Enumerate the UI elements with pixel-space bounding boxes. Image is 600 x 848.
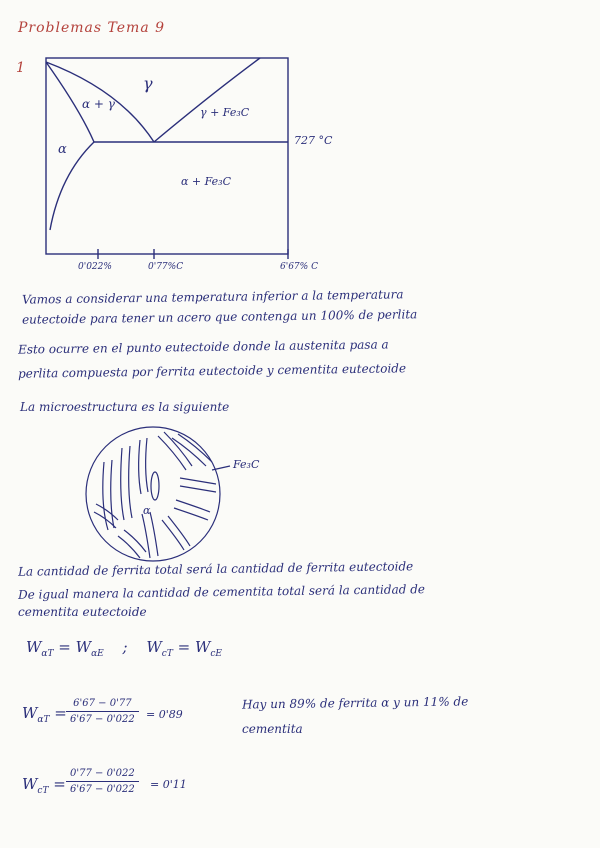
- eq1-equals: =: [58, 638, 71, 656]
- w-alpha-denominator: 6'67 − 0'022: [66, 711, 139, 725]
- lamella-7: [174, 500, 210, 520]
- w-alpha-equals: =: [54, 704, 67, 722]
- w-alpha-symbol: [22, 704, 67, 725]
- lamella-9: [142, 512, 158, 558]
- conclusion-line-1: Hay un 89% de ferrita α y un 11% de: [241, 694, 469, 712]
- eq2-left-sub: cT: [161, 649, 173, 659]
- region-gamma-label: γ: [143, 74, 153, 93]
- paragraph-1-line-1: Vamos a considerar una temperatura inferior a la temperatura: [21, 287, 404, 307]
- region-alpha-fe3c-label: α + Fe₃C: [181, 175, 232, 188]
- alpha-label: α: [143, 504, 151, 517]
- region-alpha-label: α: [58, 142, 67, 157]
- paragraph-4-line-2: De igual manera la cantidad de cementita total será la cantidad de: [17, 582, 426, 602]
- fe3c-label: Fe₃C: [233, 458, 260, 471]
- w-alpha-label: W: [22, 704, 38, 722]
- w-c-sub: cT: [37, 786, 49, 796]
- w-alpha-result: = 0'89: [146, 708, 183, 721]
- eq1-left-sub: αT: [41, 649, 54, 659]
- eq1-left: W: [26, 638, 42, 656]
- paragraph-2-line-2: perlita compuesta por ferrita eutectoide y cementita eutectoide: [17, 361, 407, 381]
- x-tick-label-1: 0'022%: [78, 262, 112, 272]
- eq2-left: W: [146, 638, 162, 656]
- problem-number: 1: [16, 60, 25, 76]
- w-alpha-sub: αT: [37, 715, 50, 725]
- x-tick-label-3: 6'67% C: [280, 262, 318, 272]
- paragraph-2-line-1: Esto ocurre en el punto eutectoide donde la austenita pasa a: [17, 337, 389, 357]
- eq1-right-sub: αE: [91, 649, 104, 659]
- region-alpha-gamma-label: α + γ: [82, 97, 115, 111]
- region-gamma-fe3c-label: γ + Fe₃C: [200, 106, 250, 119]
- page-title: Problemas Tema 9: [18, 20, 166, 36]
- eq2-right-sub: cE: [210, 649, 223, 659]
- w-c-fraction: [66, 768, 139, 795]
- w-c-symbol: [22, 775, 66, 796]
- eq2-right: W: [194, 638, 211, 656]
- lamella-12: [151, 472, 159, 500]
- lamella-4: [158, 432, 192, 470]
- eq-separator: ;: [122, 638, 128, 656]
- eq1-right: W: [75, 638, 92, 656]
- lamella-6: [180, 478, 216, 492]
- paragraph-1-line-2: eutectoide para tener un acero que contenga un 100% de perlita: [21, 307, 418, 327]
- w-c-equals: =: [53, 775, 66, 793]
- lamella-3: [139, 438, 148, 494]
- lamella-8: [162, 516, 190, 550]
- eq2-equals: =: [177, 638, 191, 656]
- paragraph-4-line-3: cementita eutectoide: [18, 605, 147, 619]
- lamella-2: [121, 446, 132, 520]
- paragraph-3: La microestructura es la siguiente: [20, 400, 230, 414]
- temperature-label: 727 °C: [294, 134, 333, 147]
- grain-outline: [86, 427, 220, 561]
- conclusion-line-2: cementita: [242, 722, 303, 736]
- x-tick-label-2: 0'77%C: [148, 262, 184, 272]
- lamella-1: [103, 460, 114, 530]
- w-c-denominator: 6'67 − 0'022: [66, 781, 139, 795]
- paragraph-4-line-1: La cantidad de ferrita total será la cantidad de ferrita eutectoide: [17, 559, 414, 579]
- w-alpha-numerator: 6'67 − 0'77: [73, 698, 132, 709]
- equation-equivalence: [26, 638, 222, 659]
- w-c-label: W: [22, 775, 38, 793]
- w-c-result: = 0'11: [150, 778, 187, 791]
- w-alpha-fraction: [66, 698, 139, 725]
- w-c-numerator: 0'77 − 0'022: [70, 768, 135, 779]
